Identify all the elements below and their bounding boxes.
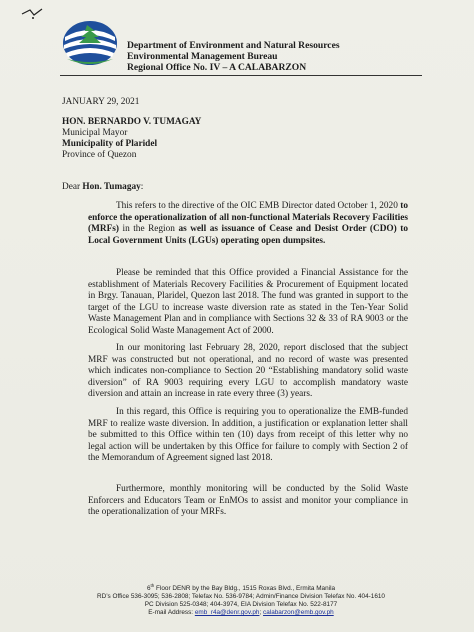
letter-footer bbox=[60, 582, 422, 617]
p2-text: Please be reminded that this Office provided a Financial Assistance for the establishment of Materials Recovery Facilities & Procurement of Equipment located in Brgy. Tanauan, Plaridel, Quezon last 2018. The fund was granted in support to the target of the LGU to increase waste diversion rate as stated in the Ten-Year Solid Waste Management Plan and in compliance with Sections 32 & 33 of RA 9003 or the Ecological Solid Waste Management Act of 2000. bbox=[88, 268, 408, 336]
footer-phones-1: RD’s Office 536-3095; 536-2808; Telefax No. 536-9784; Admin/Finance Division Telefax No. 404-1610 bbox=[97, 593, 385, 601]
email-link-calabarzon[interactable]: calabarzon@emb.gov.ph bbox=[263, 609, 334, 617]
corner-mark-icon bbox=[20, 6, 50, 20]
salutation-prefix: Dear bbox=[62, 182, 83, 192]
letterhead bbox=[127, 40, 340, 73]
footer-email bbox=[60, 609, 422, 617]
salutation bbox=[62, 182, 143, 193]
paragraph-monitoring bbox=[88, 343, 408, 401]
letterhead-bureau: Environmental Management Bureau bbox=[127, 51, 278, 62]
paragraph-directive bbox=[88, 201, 408, 247]
recipient-province: Province of Quezon bbox=[62, 150, 137, 160]
footer-floor-number: 6 bbox=[146, 585, 151, 593]
header-divider bbox=[60, 75, 422, 76]
letterhead-region: Regional Office No. IV – A CALABARZON bbox=[127, 62, 307, 73]
p4-text: In this regard, this Office is requiring you to operationalize the EMB-funded MRF to realize waste diversion. In addition, a justification or explanation letter shall be submitted to this Office within ten (10) days from receipt of this letter why no legal action will be undertaken by this Office for failure to comply with Section 2 of the Memorandum of Agreement signed last 2018. bbox=[88, 407, 408, 463]
p1-text-bold-b: as well as issuance of Cease and Desist Order (CDO) to Local Government Units (LGUs) operating open dumpsites. bbox=[88, 224, 408, 246]
paragraph-financial-assistance bbox=[88, 268, 408, 337]
letter-date: JANUARY 29, 2021 bbox=[62, 97, 140, 107]
p1-text-a: This refers to the directive of the OIC EMB Director dated October 1, 2020 bbox=[116, 201, 401, 211]
p3-text: In our monitoring last February 28, 2020, report disclosed that the subject MRF was constructed but not operational, and no record of waste was presented which indicates non-compliance to Section 20 “Establishing mandatory solid waste diversion” of RA 9003 requiring every LGU to accomplish mandatory waste diversion and attain an increase in rate every three (3) years. bbox=[88, 343, 408, 399]
p1-text-c: in the Region bbox=[118, 224, 179, 234]
email-link-r4a[interactable]: emb_r4a@denr.gov.ph bbox=[194, 609, 260, 617]
footer-floor-suffix: th bbox=[150, 583, 155, 588]
salutation-suffix: : bbox=[140, 182, 144, 192]
footer-phones-2: PC Division 525-0348; 404-3974, EIA Division Telefax No. 522-8177 bbox=[144, 601, 338, 609]
footer-address bbox=[60, 582, 422, 593]
recipient-org: Municipality of Plaridel bbox=[62, 139, 158, 149]
paragraph-furthermore bbox=[88, 484, 408, 519]
p5-text: Furthermore, monthly monitoring will be conducted by the Solid Waste Enforcers and Educators Team or EnMOs to assist and monitor your compliance in the operationalization of your MRFs. bbox=[88, 484, 408, 517]
salutation-name: Hon. Tumagay bbox=[82, 182, 141, 192]
recipient-name: HON. BERNARDO V. TUMAGAY bbox=[62, 117, 202, 127]
letterhead-department: Department of Environment and Natural Resources bbox=[127, 40, 340, 51]
denr-emb-logo-icon bbox=[61, 19, 119, 67]
paragraph-requirement bbox=[88, 407, 408, 465]
footer-email-separator: ; bbox=[259, 609, 264, 617]
p1-text-bold-a: to enforce the operationalization of all non-functional Materials Recovery Facilities (MRFs) bbox=[88, 201, 408, 234]
footer-address-text: Floor DENR by the Bay Bldg., 1515 Roxas Blvd., Ermita Manila bbox=[154, 585, 336, 593]
footer-email-label: E-mail Address: bbox=[148, 609, 195, 617]
recipient-title: Municipal Mayor bbox=[62, 128, 128, 138]
